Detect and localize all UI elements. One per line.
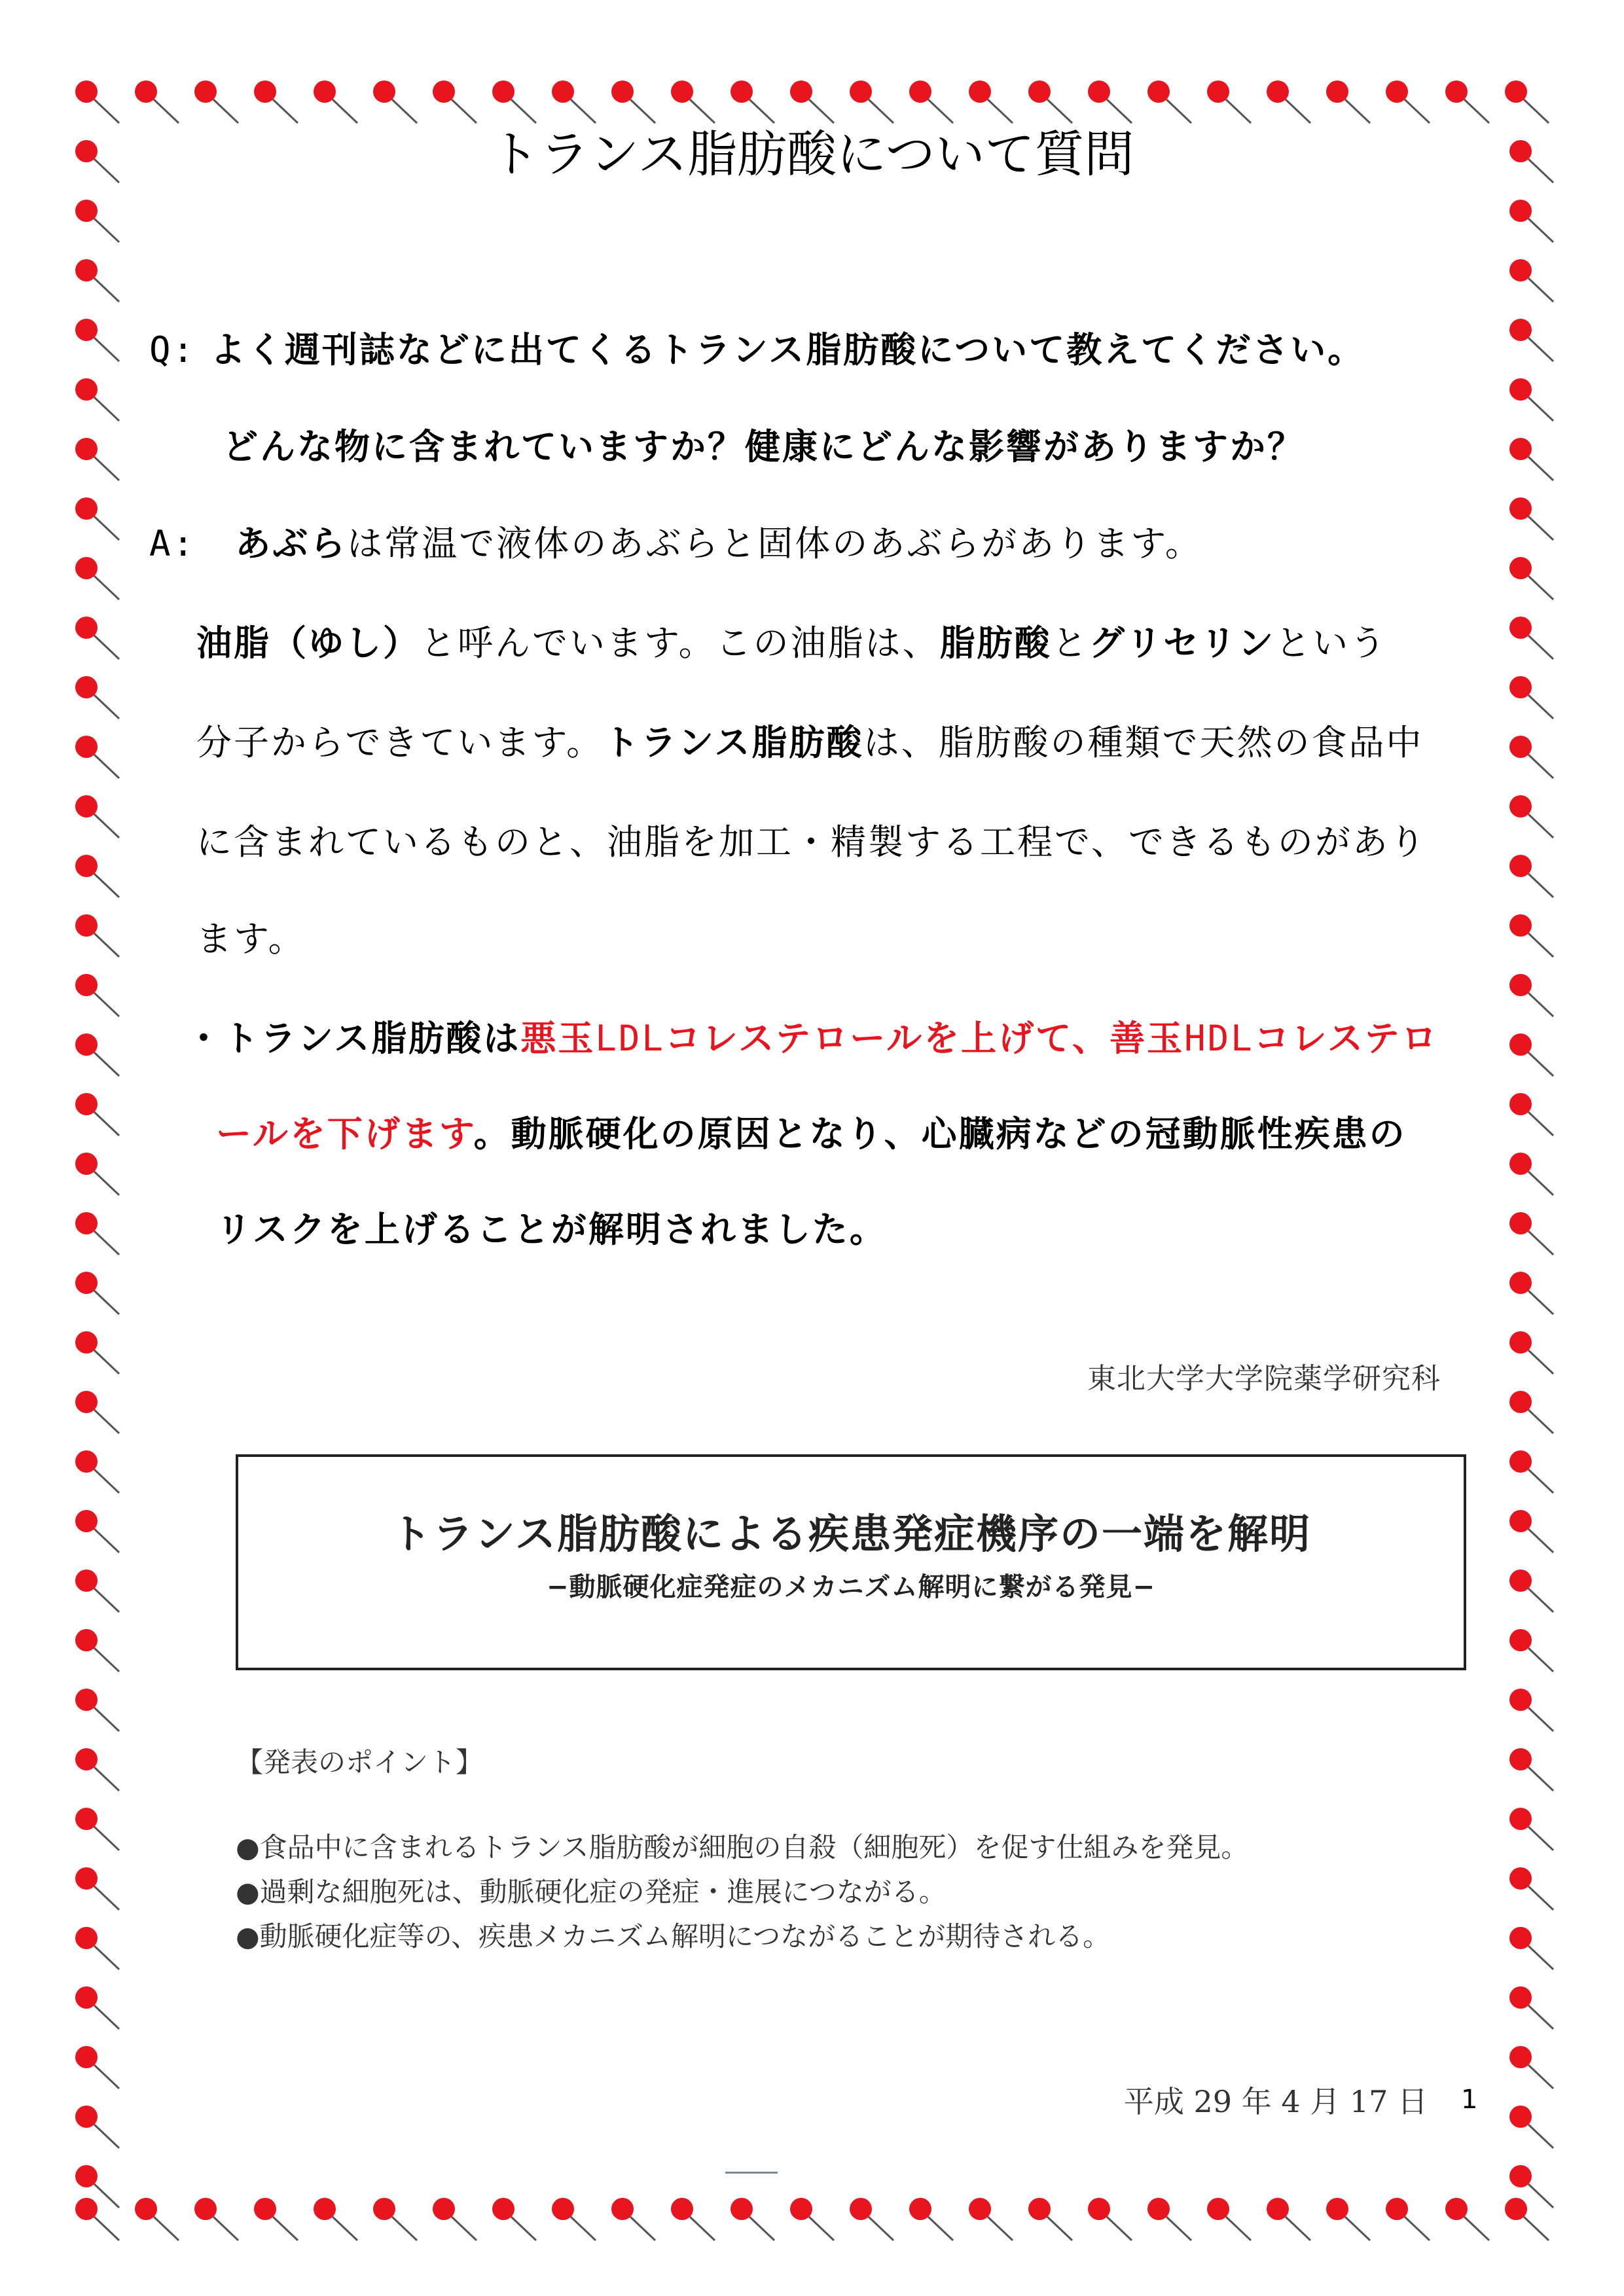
border-dot bbox=[1509, 736, 1553, 778]
border-dot bbox=[75, 1331, 119, 1374]
bullet-line-1 bbox=[186, 1011, 1439, 1061]
border-dot bbox=[1509, 200, 1553, 242]
border-dot bbox=[194, 2198, 238, 2240]
border-dot bbox=[1509, 1450, 1553, 1493]
border-dot bbox=[1509, 1391, 1553, 1433]
answer-text: という bbox=[1275, 622, 1388, 664]
point-item: ●動脈硬化症等の、疾患メカニズム解明につながることが期待される。 bbox=[236, 1920, 1111, 1952]
border-dot bbox=[1509, 1570, 1553, 1612]
answer-bold-yushi: 油脂（ゆし） bbox=[196, 622, 420, 664]
border-dot bbox=[1509, 259, 1553, 302]
answer-line-2 bbox=[196, 615, 1387, 666]
bullet-line-3: リスクを上げることが解明されました。 bbox=[216, 1209, 887, 1250]
answer-bold-fatty-acid: 脂肪酸 bbox=[939, 622, 1052, 664]
border-dot bbox=[1509, 319, 1553, 361]
border-dot bbox=[75, 378, 119, 421]
border-dot bbox=[75, 1212, 119, 1255]
border-dot bbox=[75, 736, 119, 778]
border-dot bbox=[135, 2198, 179, 2240]
bullet-text: トランス脂肪酸は bbox=[223, 1018, 521, 1059]
border-dot bbox=[790, 2198, 834, 2240]
border-dot bbox=[75, 855, 119, 897]
bullet-line-2 bbox=[216, 1106, 1407, 1157]
bullet-red-text: 悪玉 bbox=[520, 1018, 596, 1059]
border-dot bbox=[75, 1927, 119, 1969]
divider bbox=[725, 2172, 778, 2174]
border-dot bbox=[1509, 1927, 1553, 1969]
border-dot bbox=[1509, 1033, 1553, 1076]
border-dot bbox=[1509, 974, 1553, 1016]
border-dot bbox=[75, 1629, 119, 1672]
border-dot bbox=[1509, 378, 1553, 421]
answer-text: 分子からできています。 bbox=[196, 722, 604, 763]
border-dot bbox=[75, 974, 119, 1016]
border-dot bbox=[75, 1748, 119, 1791]
border-dot bbox=[75, 497, 119, 540]
border-dot bbox=[75, 914, 119, 957]
answer-text: は、脂肪酸の種類で天然の食品中 bbox=[863, 722, 1424, 763]
border-dot bbox=[1509, 497, 1553, 540]
border-dot bbox=[75, 676, 119, 719]
border-dot bbox=[611, 2198, 655, 2240]
border-dot bbox=[1267, 2198, 1310, 2240]
border-dot bbox=[254, 2198, 298, 2240]
answer-bold-glycerin: グリセリン bbox=[1089, 622, 1276, 664]
border-dot bbox=[1509, 676, 1553, 719]
border-dot bbox=[1509, 1748, 1553, 1791]
border-dot bbox=[433, 2198, 477, 2240]
border-dot bbox=[1505, 2198, 1549, 2240]
border-dot bbox=[1509, 2106, 1553, 2148]
border-dot bbox=[75, 617, 119, 659]
border-dot bbox=[75, 2106, 119, 2148]
border-dot bbox=[1028, 2198, 1072, 2240]
press-subtitle: −動脈硬化症発症のメカニズム解明に繋がる発見− bbox=[546, 1572, 1156, 1602]
border-dot bbox=[1509, 1629, 1553, 1672]
border-dot bbox=[1386, 2198, 1430, 2240]
border-dot bbox=[1509, 1331, 1553, 1374]
border-dot bbox=[1509, 1510, 1553, 1552]
answer-text: は常温で液体のあぶらと固体のあぶらがあります。 bbox=[347, 523, 1202, 564]
page-title: トランス脂肪酸について質問 bbox=[490, 125, 1134, 183]
border-dot bbox=[492, 2198, 536, 2240]
bullet-red-ldl: LDL bbox=[595, 1018, 665, 1059]
press-title: トランス脂肪酸による疾患発症機序の一端を解明 bbox=[390, 1510, 1312, 1558]
release-date: 平成 29 年 4 月 17 日 bbox=[1123, 2084, 1428, 2119]
border-dot bbox=[75, 1153, 119, 1195]
border-dot bbox=[1509, 1272, 1553, 1314]
border-dot bbox=[1509, 438, 1553, 480]
border-dot bbox=[1207, 2198, 1251, 2240]
point-item: ●食品中に含まれるトランス脂肪酸が細胞の自殺（細胞死）を促す仕組みを発見。 bbox=[236, 1831, 1249, 1863]
border-dot bbox=[1509, 1867, 1553, 1910]
border-dot bbox=[1509, 1808, 1553, 1850]
border-dot bbox=[75, 1510, 119, 1552]
border-dot bbox=[1509, 914, 1553, 957]
border-dot bbox=[373, 2198, 417, 2240]
border-dot bbox=[1509, 617, 1553, 659]
border-dot bbox=[1509, 795, 1553, 838]
bullet-red-text: コレステロールを上げて、善玉 bbox=[664, 1018, 1185, 1059]
border-dot bbox=[75, 1391, 119, 1433]
question-line-2: どんな物に含まれていますか？健康にどんな影響がありますか？ bbox=[223, 426, 1305, 467]
border-dot bbox=[1088, 2198, 1132, 2240]
answer-bold-abura: あぶら bbox=[235, 523, 348, 564]
page-number: 1 bbox=[1461, 2085, 1478, 2115]
border-dot bbox=[671, 2198, 715, 2240]
bullet-red-text: ールを下げます bbox=[216, 1113, 474, 1155]
border-dot bbox=[75, 795, 119, 838]
border-dot bbox=[969, 2198, 1013, 2240]
border-dot bbox=[75, 2198, 119, 2240]
border-dot bbox=[75, 438, 119, 480]
border-dot bbox=[75, 319, 119, 361]
border-dot bbox=[75, 1867, 119, 1910]
border-dot bbox=[1147, 2198, 1191, 2240]
border-dot bbox=[75, 1808, 119, 1850]
border-dot bbox=[75, 1033, 119, 1076]
border-dot bbox=[75, 1689, 119, 1731]
border-dot bbox=[1509, 1212, 1553, 1255]
answer-line-4: に含まれているものと、油脂を加工・精製する工程で、できるものがあり bbox=[196, 821, 1427, 863]
answer-line-5: ます。 bbox=[196, 918, 306, 960]
bullet-mark: ・ bbox=[186, 1018, 223, 1059]
point-item: ●過剰な細胞死は、動脈硬化症の発症・進展につながる。 bbox=[236, 1876, 947, 1908]
border-dot bbox=[1445, 2198, 1489, 2240]
answer-bold-trans-fat: トランス脂肪酸 bbox=[604, 722, 864, 763]
border-dot bbox=[75, 557, 119, 600]
question-line-1 bbox=[149, 322, 1365, 372]
bullet-red-text: コレステロ bbox=[1254, 1018, 1439, 1059]
border-dot bbox=[1509, 1986, 1553, 2029]
border-dot bbox=[75, 1093, 119, 1136]
answer-line-1 bbox=[149, 516, 1202, 566]
border-dot bbox=[909, 2198, 953, 2240]
border-dot bbox=[75, 2046, 119, 2089]
answer-text: と呼んでいます。この油脂は、 bbox=[420, 622, 940, 664]
border-dot bbox=[314, 2198, 357, 2240]
border-dot bbox=[552, 2198, 596, 2240]
answer-label: A: bbox=[149, 523, 196, 564]
question-text-1: よく週刊誌などに出てくるトランス脂肪酸について教えてください。 bbox=[209, 329, 1365, 370]
border-dot bbox=[75, 1570, 119, 1612]
bullet-text: 。動脈硬化の原因となり、心臓病などの冠動脈性疾患の bbox=[473, 1113, 1407, 1155]
credit-affiliation: 東北大学大学院薬学研究科 bbox=[1087, 1362, 1441, 1395]
border-dot bbox=[75, 1450, 119, 1493]
points-heading: 【発表のポイント】 bbox=[236, 1746, 484, 1778]
border-dot bbox=[1509, 1093, 1553, 1136]
border-dot bbox=[1509, 1689, 1553, 1731]
border-dot bbox=[1509, 855, 1553, 897]
border-dot bbox=[1326, 2198, 1370, 2240]
border-dot bbox=[850, 2198, 893, 2240]
border-dot bbox=[75, 259, 119, 302]
bullet-red-hdl: HDL bbox=[1184, 1018, 1254, 1059]
answer-text: と bbox=[1051, 622, 1089, 664]
question-label: Q: bbox=[149, 329, 196, 370]
answer-line-3 bbox=[196, 715, 1424, 765]
border-dot bbox=[1509, 1153, 1553, 1195]
border-dot bbox=[75, 200, 119, 242]
border-dot bbox=[1509, 557, 1553, 600]
border-dot bbox=[75, 1986, 119, 2029]
border-dot bbox=[1509, 2046, 1553, 2089]
border-dot bbox=[731, 2198, 774, 2240]
press-release-box bbox=[236, 1454, 1466, 1670]
border-dot bbox=[75, 1272, 119, 1314]
